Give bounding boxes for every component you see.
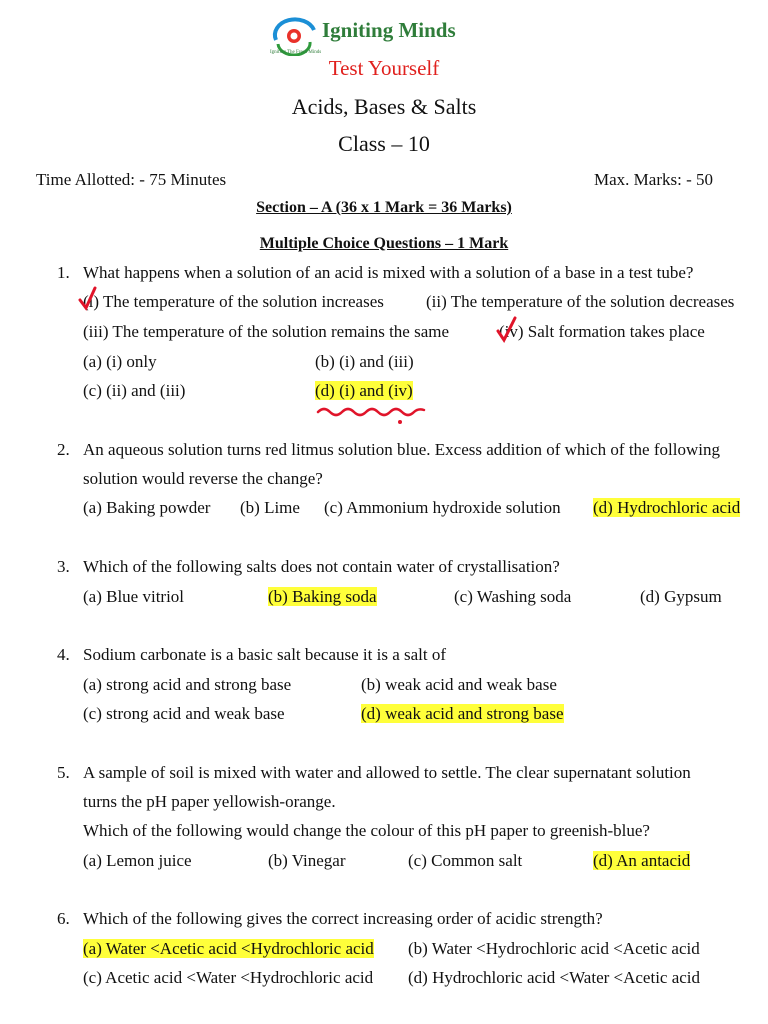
option-c: (c) strong acid and weak base: [83, 704, 285, 723]
option-b-answer: (b) Baking soda: [268, 587, 377, 606]
option-b: (b) Lime: [240, 498, 300, 517]
question-text-cont: turns the pH paper yellowish-orange.: [83, 792, 336, 811]
section-heading: Section – A (36 x 1 Mark = 36 Marks): [256, 199, 512, 216]
question-text: Which of the following gives the correct increasing order of acidic strength?: [83, 909, 603, 928]
brand-tagline: Igniting The Fresh Minds: [270, 50, 322, 55]
question-text-cont: Which of the following would change the colour of this pH paper to greenish-blue?: [83, 821, 650, 840]
option-a: (a) Lemon juice: [83, 851, 192, 870]
option-a-answer: (a) Water <Acetic acid <Hydrochloric acid: [83, 939, 374, 958]
option-a: (a) Blue vitriol: [83, 587, 185, 606]
option-d-answer: (d) weak acid and strong base: [361, 704, 564, 723]
option-a: (a) (i) only: [83, 352, 157, 371]
option-c: (c) Ammonium hydroxide solution: [324, 498, 561, 517]
question-number: 5.: [57, 763, 70, 782]
page-subtitle: Test Yourself: [328, 56, 440, 80]
statement-2: (ii) The temperature of the solution decreases: [426, 292, 735, 311]
brand-name: Igniting Minds: [322, 18, 456, 42]
option-b: (b) Vinegar: [268, 851, 346, 870]
question-text: Sodium carbonate is a basic salt because it is a salt of: [83, 645, 447, 664]
option-b: (b) (i) and (iii): [315, 352, 414, 371]
statement-3: (iii) The temperature of the solution remains the same: [83, 322, 450, 341]
option-c: (c) Acetic acid <Water <Hydrochloric acid: [83, 968, 374, 987]
question-text: A sample of soil is mixed with water and allowed to settle. The clear supernatant solution: [83, 763, 691, 782]
option-d-answer: (d) Hydrochloric acid: [593, 498, 741, 517]
statement-1: (i) The temperature of the solution increases: [83, 292, 384, 311]
question-text: An aqueous solution turns red litmus solution blue. Excess addition of which of the following: [83, 440, 720, 459]
statement-4: (iv) Salt formation takes place: [499, 322, 705, 341]
option-b: (b) Water <Hydrochloric acid <Acetic acid: [408, 939, 700, 958]
option-d-answer: (d) (i) and (iv): [315, 381, 413, 400]
max-marks: Max. Marks: - 50: [594, 170, 713, 189]
dot-mark: [398, 420, 402, 424]
option-a: (a) Baking powder: [83, 498, 211, 517]
page-title: Acids, Bases & Salts: [291, 94, 477, 119]
question-number: 6.: [57, 909, 70, 928]
time-allotted: Time Allotted: - 75 Minutes: [36, 170, 227, 189]
option-d: (d) Gypsum: [640, 587, 722, 606]
option-a: (a) strong acid and strong base: [83, 675, 292, 694]
option-c: (c) Common salt: [408, 851, 523, 870]
underline-squiggle: [318, 409, 424, 415]
mcq-heading: Multiple Choice Questions – 1 Mark: [259, 235, 509, 252]
question-number: 1.: [57, 263, 70, 282]
question-number: 2.: [57, 440, 70, 459]
question-text-cont: solution would reverse the change?: [83, 469, 323, 488]
option-c: (c) (ii) and (iii): [83, 381, 186, 400]
question-number: 4.: [57, 645, 70, 664]
question-text: What happens when a solution of an acid is mixed with a solution of a base in a test tube?: [83, 263, 694, 282]
class-label: Class – 10: [338, 131, 430, 156]
question-number: 3.: [57, 557, 70, 576]
option-c: (c) Washing soda: [454, 587, 572, 606]
question-text: Which of the following salts does not contain water of crystallisation?: [83, 557, 560, 576]
option-b: (b) weak acid and weak base: [361, 675, 557, 694]
option-d-answer: (d) An antacid: [593, 851, 691, 870]
option-d: (d) Hydrochloric acid <Water <Acetic acid: [408, 968, 701, 987]
